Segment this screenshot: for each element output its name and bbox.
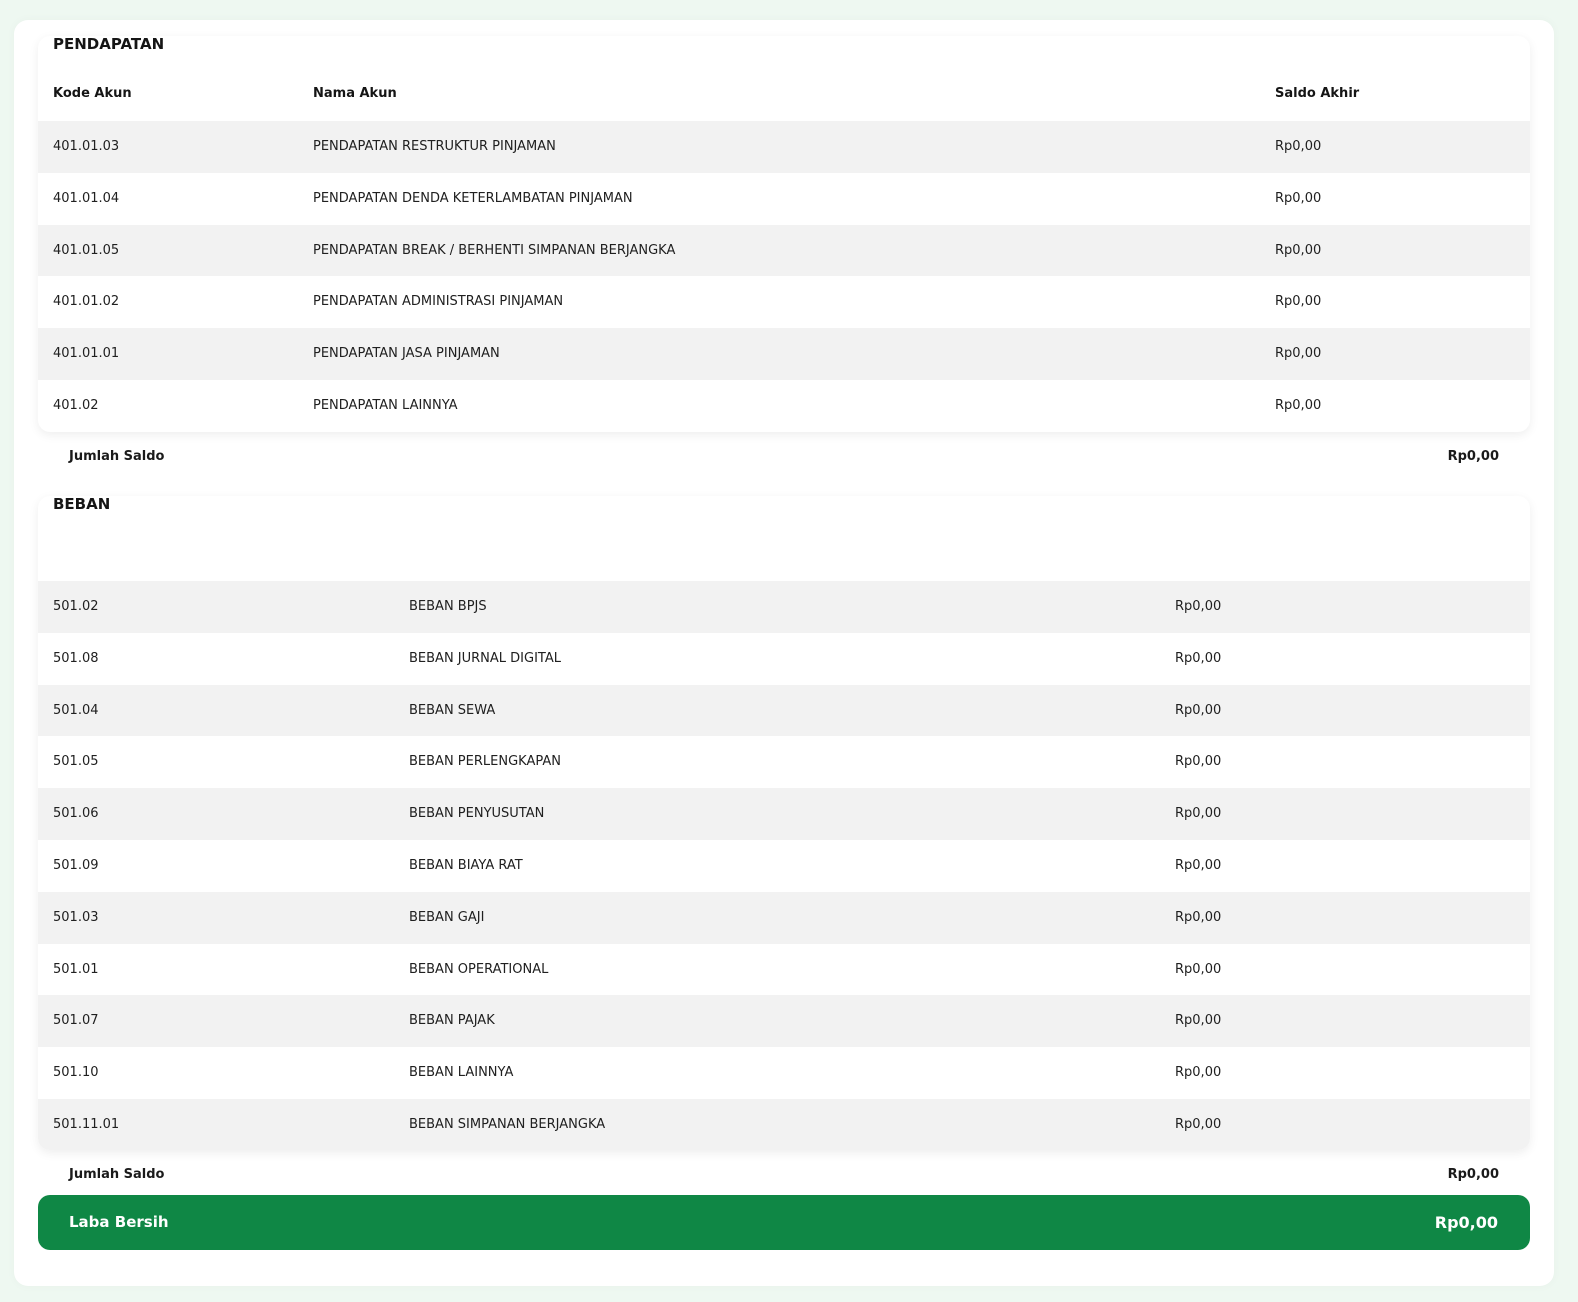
account-name: PENDAPATAN ADMINISTRASI PINJAMAN	[313, 294, 564, 310]
beban-title: BEBAN	[53, 496, 111, 513]
account-balance: Rp0,00	[1275, 294, 1322, 310]
account-name: PENDAPATAN DENDA KETERLAMBATAN PINJAMAN	[313, 190, 633, 206]
account-name: BEBAN PAJAK	[409, 1013, 495, 1029]
table-row	[38, 173, 1530, 225]
table-row	[38, 380, 1530, 432]
account-balance: Rp0,00	[1175, 650, 1222, 666]
beban-total-label: Jumlah Saldo	[69, 1167, 165, 1182]
account-balance: Rp0,00	[1275, 242, 1322, 258]
net-profit-label: Laba Bersih	[69, 1213, 169, 1231]
table-row	[38, 892, 1530, 944]
table-row	[38, 1047, 1530, 1099]
account-code: 401.01.04	[53, 190, 120, 206]
account-code: 501.04	[53, 702, 99, 718]
column-header-nama-akun: Nama Akun	[313, 86, 397, 101]
account-balance: Rp0,00	[1175, 1013, 1222, 1029]
account-balance: Rp0,00	[1175, 1116, 1222, 1132]
account-balance: Rp0,00	[1175, 599, 1222, 614]
pendapatan-card	[38, 36, 1530, 432]
account-code: 401.01.03	[53, 139, 120, 154]
table-row	[38, 685, 1530, 737]
pendapatan-total-value: Rp0,00	[1447, 449, 1499, 464]
account-balance: Rp0,00	[1175, 754, 1222, 770]
account-name: BEBAN PERLENGKAPAN	[409, 754, 561, 770]
account-balance: Rp0,00	[1175, 857, 1222, 873]
account-code: 501.09	[53, 857, 99, 873]
account-balance: Rp0,00	[1175, 909, 1222, 925]
table-row	[38, 736, 1530, 788]
account-name: PENDAPATAN BREAK / BERHENTI SIMPANAN BERJANGKA	[313, 242, 676, 258]
column-header-kode-akun: Kode Akun	[53, 86, 132, 101]
account-code: 401.01.02	[53, 294, 120, 310]
pendapatan-total	[69, 446, 1499, 468]
pendapatan-table-body	[38, 121, 1530, 432]
account-balance: Rp0,00	[1275, 346, 1322, 362]
beban-table-body	[38, 581, 1530, 1150]
pendapatan-table-header	[38, 84, 1530, 121]
account-balance: Rp0,00	[1175, 702, 1222, 718]
net-profit-bar	[38, 1195, 1530, 1250]
table-row	[38, 581, 1530, 633]
table-row	[38, 995, 1530, 1047]
account-code: 501.01	[53, 961, 99, 977]
account-name: BEBAN OPERATIONAL	[409, 961, 549, 977]
beban-total	[69, 1164, 1499, 1186]
account-name: PENDAPATAN JASA PINJAMAN	[313, 346, 500, 362]
table-row	[38, 944, 1530, 996]
account-name: BEBAN SIMPANAN BERJANGKA	[409, 1116, 606, 1132]
account-code: 501.10	[53, 1065, 99, 1081]
account-code: 501.03	[53, 909, 99, 925]
account-balance: Rp0,00	[1175, 961, 1222, 977]
beban-total-value: Rp0,00	[1447, 1167, 1499, 1182]
account-balance: Rp0,00	[1275, 190, 1322, 206]
account-name: PENDAPATAN LAINNYA	[313, 397, 458, 413]
account-name: BEBAN PENYUSUTAN	[409, 806, 545, 822]
account-code: 401.02	[53, 397, 99, 413]
account-name: BEBAN SEWA	[409, 702, 496, 718]
account-balance: Rp0,00	[1275, 397, 1322, 413]
account-name: BEBAN GAJI	[409, 909, 485, 925]
pendapatan-total-label: Jumlah Saldo	[69, 449, 165, 464]
table-row	[38, 276, 1530, 328]
account-balance: Rp0,00	[1275, 139, 1322, 154]
net-profit-value: Rp0,00	[1434, 1213, 1498, 1232]
table-row	[38, 1099, 1530, 1150]
table-row	[38, 328, 1530, 380]
column-header-saldo-akhir: Saldo Akhir	[1275, 86, 1360, 101]
account-code: 501.08	[53, 650, 99, 666]
account-balance: Rp0,00	[1175, 1065, 1222, 1081]
table-row	[38, 225, 1530, 277]
table-row	[38, 121, 1530, 173]
account-name: BEBAN BIAYA RAT	[409, 857, 523, 873]
account-name: BEBAN BPJS	[409, 599, 487, 614]
table-row	[38, 788, 1530, 840]
account-code: 501.11.01	[53, 1116, 120, 1132]
table-row	[38, 633, 1530, 685]
account-code: 401.01.01	[53, 346, 120, 362]
account-code: 501.05	[53, 754, 99, 770]
pendapatan-title: PENDAPATAN	[53, 36, 165, 53]
account-name: BEBAN LAINNYA	[409, 1065, 514, 1081]
account-code: 501.02	[53, 599, 99, 614]
account-code: 401.01.05	[53, 242, 120, 258]
account-balance: Rp0,00	[1175, 806, 1222, 822]
account-name: PENDAPATAN RESTRUKTUR PINJAMAN	[313, 139, 556, 154]
account-name: BEBAN JURNAL DIGITAL	[409, 650, 561, 666]
beban-card	[38, 496, 1530, 1150]
account-code: 501.06	[53, 806, 99, 822]
table-row	[38, 840, 1530, 892]
account-code: 501.07	[53, 1013, 99, 1029]
report-container	[14, 20, 1554, 1286]
